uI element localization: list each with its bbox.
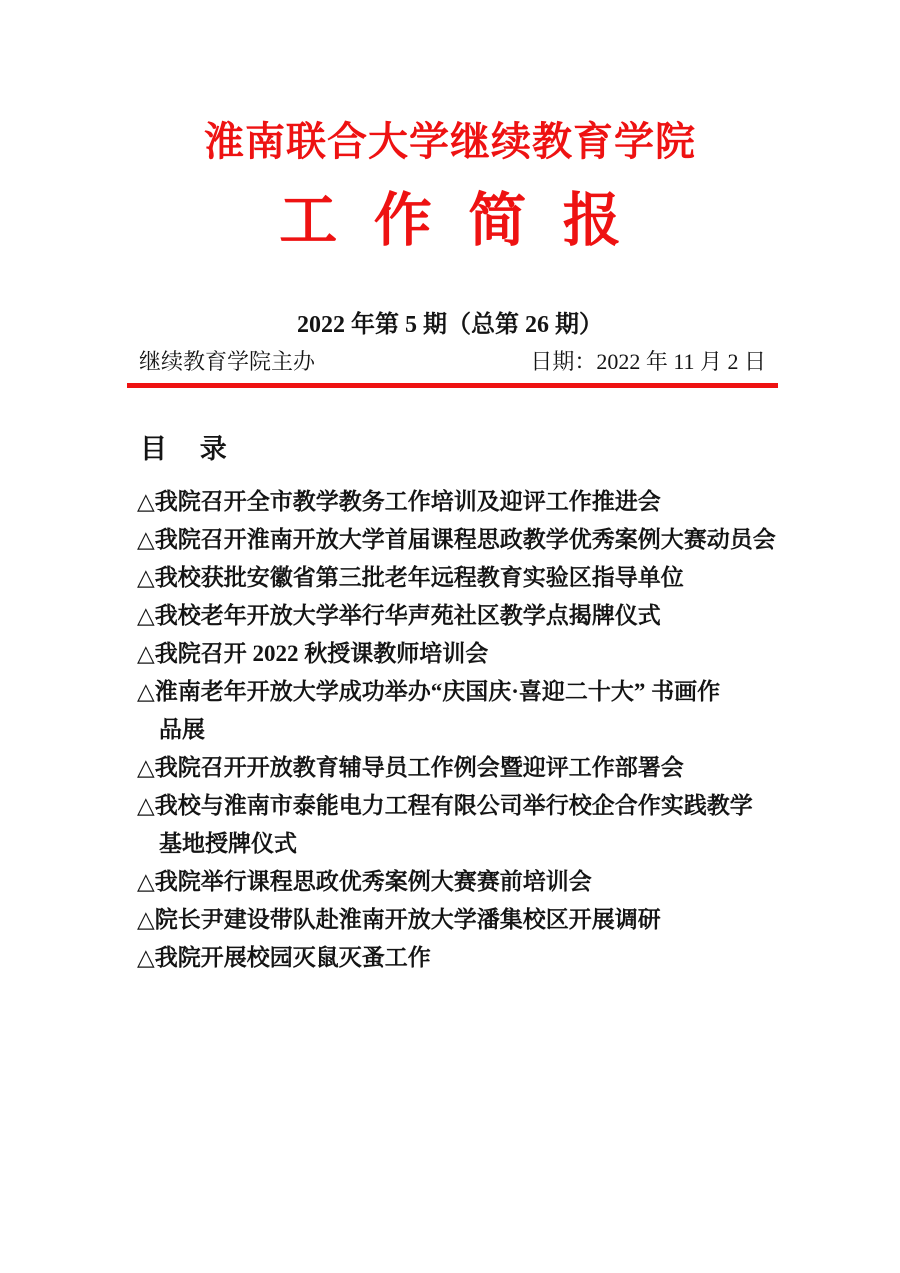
toc-item [137, 635, 817, 673]
toc-item-line: △我校与淮南市泰能电力工程有限公司举行校企合作实践教学 [137, 793, 753, 818]
toc-item-line: △院长尹建设带队赴淮南开放大学潘集校区开展调研 [137, 907, 661, 932]
toc-item [137, 559, 817, 597]
organization-title: 淮南联合大学继续教育学院 [204, 119, 696, 164]
toc-item [137, 787, 817, 863]
toc-item-line: △我院召开淮南开放大学首届课程思政教学优秀案例大赛动员会 [137, 527, 776, 552]
publisher-name: 继续教育学院主办 [139, 349, 316, 374]
toc-item [137, 939, 817, 977]
toc-item-line: △我院召开全市教学教务工作培训及迎评工作推进会 [137, 489, 661, 514]
toc-item-line: △我校老年开放大学举行华声苑社区教学点揭牌仪式 [137, 603, 661, 628]
toc-item-line: △我校获批安徽省第三批老年远程教育实验区指导单位 [137, 565, 684, 590]
toc-item [137, 673, 817, 749]
toc-item-line: 品展 [159, 717, 205, 742]
publication-date: 日期：2022 年 11 月 2 日 [530, 349, 766, 374]
toc-item-line: △淮南老年开放大学成功举办“庆国庆·喜迎二十大” 书画作 [137, 679, 721, 704]
toc-item [137, 749, 817, 787]
toc-heading: 目 录 [140, 434, 227, 464]
toc-item-line: △我院召开开放教育辅导员工作例会暨迎评工作部署会 [137, 755, 684, 780]
toc-item-line: △我院举行课程思政优秀案例大赛赛前培训会 [137, 869, 592, 894]
publisher-row [127, 346, 778, 378]
bulletin-title: 工 作 简 报 [279, 188, 621, 253]
toc-list [137, 483, 817, 977]
issue-number-line: 2022 年第 5 期（总第 26 期） [297, 312, 603, 338]
toc-item-line: △我院召开 2022 秋授课教师培训会 [137, 641, 489, 666]
red-header-divider [127, 383, 778, 388]
toc-item [137, 597, 817, 635]
toc-item [137, 483, 817, 521]
toc-item-line: 基地授牌仪式 [159, 831, 297, 856]
toc-item [137, 901, 817, 939]
toc-item-line: △我院开展校园灭鼠灭蚤工作 [137, 945, 431, 970]
toc-item [137, 521, 817, 559]
toc-item [137, 863, 817, 901]
